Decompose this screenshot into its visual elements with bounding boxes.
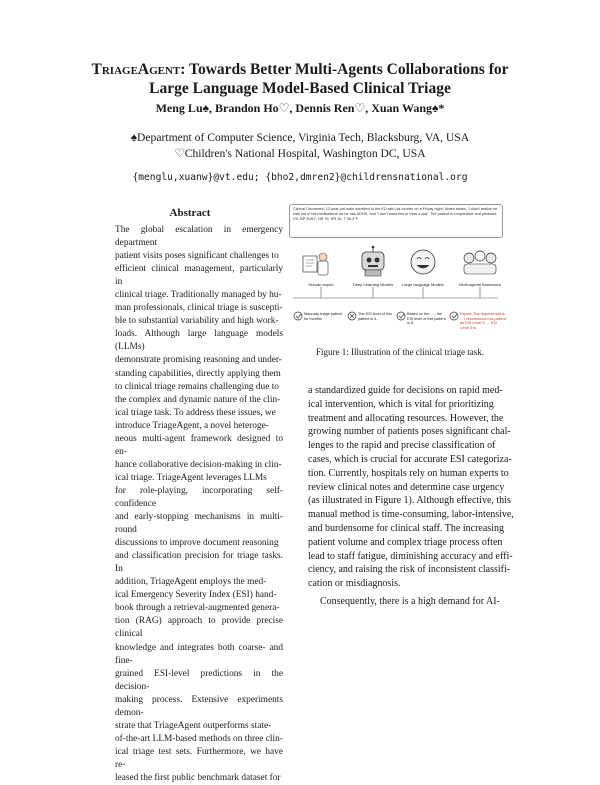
abstract-line: The global escalation in emergency department [115, 225, 283, 249]
agent-label-multi-agent: Multi-agents framework [459, 282, 501, 287]
abstract-line: demonstrate promising reasoning and under- [115, 355, 282, 366]
abstract-line: and early-stopping mechanisms in multi-round [115, 512, 283, 536]
abstract-line: of-the-art LLM-based methods on three clin- [115, 733, 283, 744]
abstract-line: clinical triage. Traditionally managed by hu- [115, 290, 282, 301]
body-line: Consequently, there is a high demand for AI- [320, 595, 500, 607]
abstract-line: book through a retrieval-augmented genera- [115, 603, 280, 614]
abstract-line: neous multi-agent framework designed to en- [115, 433, 283, 457]
multi-agents-icon [464, 251, 496, 274]
body-line: lenges to the rapid and precise classification of [308, 440, 496, 452]
abstract-body [115, 224, 283, 785]
body-line: cation or misdiagnosis. [308, 578, 401, 590]
figure-caption: Figure 1: Illustration of the clinical triage task. [316, 347, 484, 357]
flow-arrows [293, 287, 498, 298]
abstract-line: ical Emergency Severity Index (ESI) hand- [115, 590, 277, 601]
body-line: growing number of patients poses significant chal- [308, 426, 511, 438]
output-llm: Based on the ...., the ESI level of this patient is 5. [407, 312, 446, 326]
body-line: manual method is time-consuming, labor-intensive, [308, 509, 514, 521]
abstract-line: loads. Although large language models (LLMs) [115, 329, 283, 353]
abstract-line: and classification precision for triage tasks. In [115, 551, 283, 575]
abstract-line: strate that TriageAgent outperforms state- [115, 720, 272, 731]
clinical-document-box: Clinical Document: 12-year-old male admitted to the ED with his mother on a Friday night. Notes states, 'I didn't realize he was out of his medications' as he has ADHD, and 'I don't want him to miss a day.' The patient is cooperative and pleasant. VS: BP 90/67, HR 76, RR 16, T 98.4°F. [289, 204, 503, 238]
abstract-line: ical triage. TriageAgent leverages LLMs [115, 472, 267, 483]
figure-1 [283, 198, 508, 340]
robot-icon [362, 246, 384, 276]
body-line: cases, which is crucial for accurate ESI categoriza- [308, 453, 512, 465]
body-line: ciency, and raising the risk of inconsistent classifi- [308, 564, 511, 576]
intro-right-column [308, 384, 534, 609]
agent-label-llm: Large language Models [402, 282, 444, 287]
abstract-line: introduce TriageAgent, a novel heteroge- [115, 420, 269, 431]
body-line: lead to staff fatigue, diminishing accuracy and effi- [308, 550, 513, 562]
abstract-line: ble to substantial variability and high work- [115, 316, 279, 327]
abstract-line: discussions to improve document reasoning [115, 538, 279, 549]
affiliations [40, 130, 560, 162]
abstract-line: to clinical triage remains challenging due to [115, 381, 279, 392]
abstract-line: for role-playing, incorporating self-confidence [115, 485, 283, 509]
body-line: tion. Currently, hospitals rely on human experts to [308, 467, 509, 479]
abstract-line: efficient clinical management, particularly in [115, 264, 283, 288]
abstract-line: standing capabilities, directly applying them [115, 368, 281, 379]
body-line: a standardized guide for decisions on rapid med- [308, 385, 503, 396]
abstract-line: man professionals, clinical triage is suscepti- [115, 303, 283, 314]
abstract-line: grained ESI-level predictions in the decision- [115, 668, 283, 692]
body-line: (as illustrated in Figure 1). Although effective, this [308, 495, 511, 507]
abstract-line: the complex and dynamic nature of the clin- [115, 394, 281, 405]
abstract-line: knowledge and integrates both coarse- and fine- [115, 642, 283, 666]
title-part-2: Large Language Model-Based Clinical Triage [149, 80, 451, 97]
output-deep-learning: The ESI level of this patient is 4. [358, 312, 392, 321]
author-emails: {menglu,xuanw}@vt.edu; {bho2,dmren2}@childrensnational.org [132, 172, 468, 183]
body-line: treatment and allocating resources. However, the [308, 412, 504, 424]
abstract-line: making process. Extensive experiments demon- [115, 694, 283, 718]
title-part-1: : Towards Better Multi-Agents Collaborations for [180, 61, 509, 78]
author-list: Meng Lu♠, Brandon Ho♡, Dennis Ren♡, Xuan Wang♠* [155, 101, 445, 115]
body-line: ical intervention, which is vital for prioritizing [308, 398, 494, 410]
body-line: and burdensome for clinical staff. The increasing [308, 522, 504, 534]
abstract-line: addition, TriageAgent employs the med- [115, 577, 267, 588]
abstract-line: leased the first public benchmark dataset for [115, 772, 281, 783]
affiliation-childrens-national: ♡Children's National Hospital, Washington DC, USA [174, 147, 426, 160]
llm-face-icon [411, 250, 435, 274]
human-expert-icon [303, 253, 328, 275]
paper-title [40, 60, 560, 98]
output-human: Manually triage patient for months [304, 312, 343, 321]
title-system-name: TriageAgent [91, 61, 181, 78]
abstract-line: patient visits poses significant challenges to [115, 251, 279, 262]
abstract-line: ical triage test sets. Furthermore, we have re- [115, 746, 283, 770]
agent-label-human: Human expert [308, 282, 334, 287]
output-multi-agent: Expert: The requirement is ... I recommend this patient as ESI Level 5. ... ESI Level 5 is [460, 312, 506, 330]
agent-label-deep-learning: Deep Learning Models [352, 282, 394, 287]
body-line: review clinical notes and determine case urgency [308, 481, 505, 493]
abstract-heading: Abstract [169, 207, 211, 219]
affiliation-virginia-tech: ♠Department of Computer Science, Virginia Tech, Blacksburg, VA, USA [130, 131, 470, 144]
body-line: patient volume and complex triage process often [308, 536, 503, 548]
abstract-line: ical triage task. To address these issues, we [115, 407, 276, 418]
abstract-line: tion (RAG) approach to provide precise clinical [115, 616, 283, 640]
abstract-line: hance collaborative decision-making in clin- [115, 459, 282, 470]
